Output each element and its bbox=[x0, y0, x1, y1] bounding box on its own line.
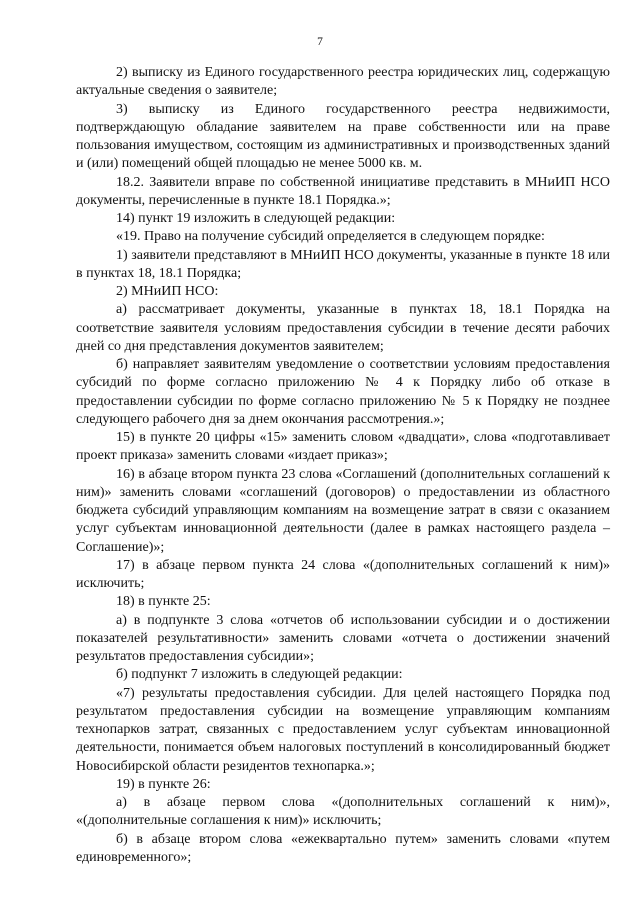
paragraph: 17) в абзаце первом пункта 24 слова «(дополнительных соглашений к ним)» исключить; bbox=[76, 557, 610, 591]
paragraph: 16) в абзаце втором пункта 23 слова «Соглашений (дополнительных соглашений к ним)» заменить словами «соглашений (договоров) о предоставлении из областного бюджета субсидий управляющим компаниям на возмещение затрат в связи с оказанием услуг субъектам инновационной деятельности (далее в рамках настоящего раздела – Соглашение)»; bbox=[76, 466, 610, 555]
paragraph: а) в абзаце первом слова «(дополнительных соглашений к ним)», «(дополнительные соглашения к ним)» исключить; bbox=[76, 795, 610, 829]
paragraph: 15) в пункте 20 цифры «15» заменить словом «двадцати», слова «подготавливает проект приказа» заменить словами «издает приказ»; bbox=[76, 430, 610, 464]
paragraph: б) в абзаце втором слова «ежеквартально путем» заменить словами «путем единовременного»; bbox=[76, 831, 610, 865]
paragraph: «7) результаты предоставления субсидии. Для целей настоящего Порядка под результатом предоставления субсидии на возмещение управляющим компаниям технопарков затрат, связанных с предоставлением услуг субъектам инновационной деятельности, понимается объем налоговых поступлений в консолидированный бюджет Новосибирской области резидентов технопарка.»; bbox=[76, 685, 610, 774]
paragraph: 3) выписку из Единого государственного реестра недвижимости, подтверждающую обладание заявителем на праве собственности или на праве пользования имуществом, состоящим из административных и производственных зданий и (или) помещений общей площадью не менее 5000 кв. м. bbox=[76, 101, 610, 172]
paragraph: 19) в пункте 26: bbox=[116, 776, 211, 792]
paragraph: 14) пункт 19 изложить в следующей редакции: bbox=[116, 211, 396, 226]
paragraph: б) направляет заявителям уведомление о соответствии условиям предоставления субсидий по форме согласно приложению № 4 к Порядку либо об отказе в предоставлении субсидии по форме согласно приложению № 5 к Порядку не позднее следующего рабочего дня за днем окончания рассмотрения.»; bbox=[76, 357, 610, 427]
page-number: 7 bbox=[317, 36, 323, 48]
paragraph: а) рассматривает документы, указанные в пунктах 18, 18.1 Порядка на соответствие заявителя условиям предоставления субсидии в течение десяти рабочих дней со дня представления документов заявителем; bbox=[76, 302, 610, 354]
document-body bbox=[76, 64, 610, 867]
paragraph: 1) заявители представляют в МНиИП НСО документы, указанные в пункте 18 или в пунктах 18, 18.1 Порядка; bbox=[76, 247, 610, 281]
paragraph: 2) выписку из Единого государственного реестра юридических лиц, содержащую актуальные сведения о заявителе; bbox=[76, 65, 610, 99]
paragraph: 2) МНиИП НСО: bbox=[116, 284, 219, 299]
paragraph: 18) в пункте 25: bbox=[116, 594, 211, 610]
paragraph: 18.2. Заявители вправе по собственной инициативе представить в МНиИП НСО документы, перечисленные в пункте 18.1 Порядка.»; bbox=[76, 174, 610, 208]
paragraph: а) в подпункте 3 слова «отчетов об использовании субсидии и о достижении показателей результативности» заменить словами «отчета о достижении значений результатов предоставления субсидии»; bbox=[76, 612, 610, 664]
paragraph: «19. Право на получение субсидий определяется в следующем порядке: bbox=[116, 229, 545, 245]
paragraph: б) подпункт 7 изложить в следующей редакции: bbox=[116, 667, 403, 683]
